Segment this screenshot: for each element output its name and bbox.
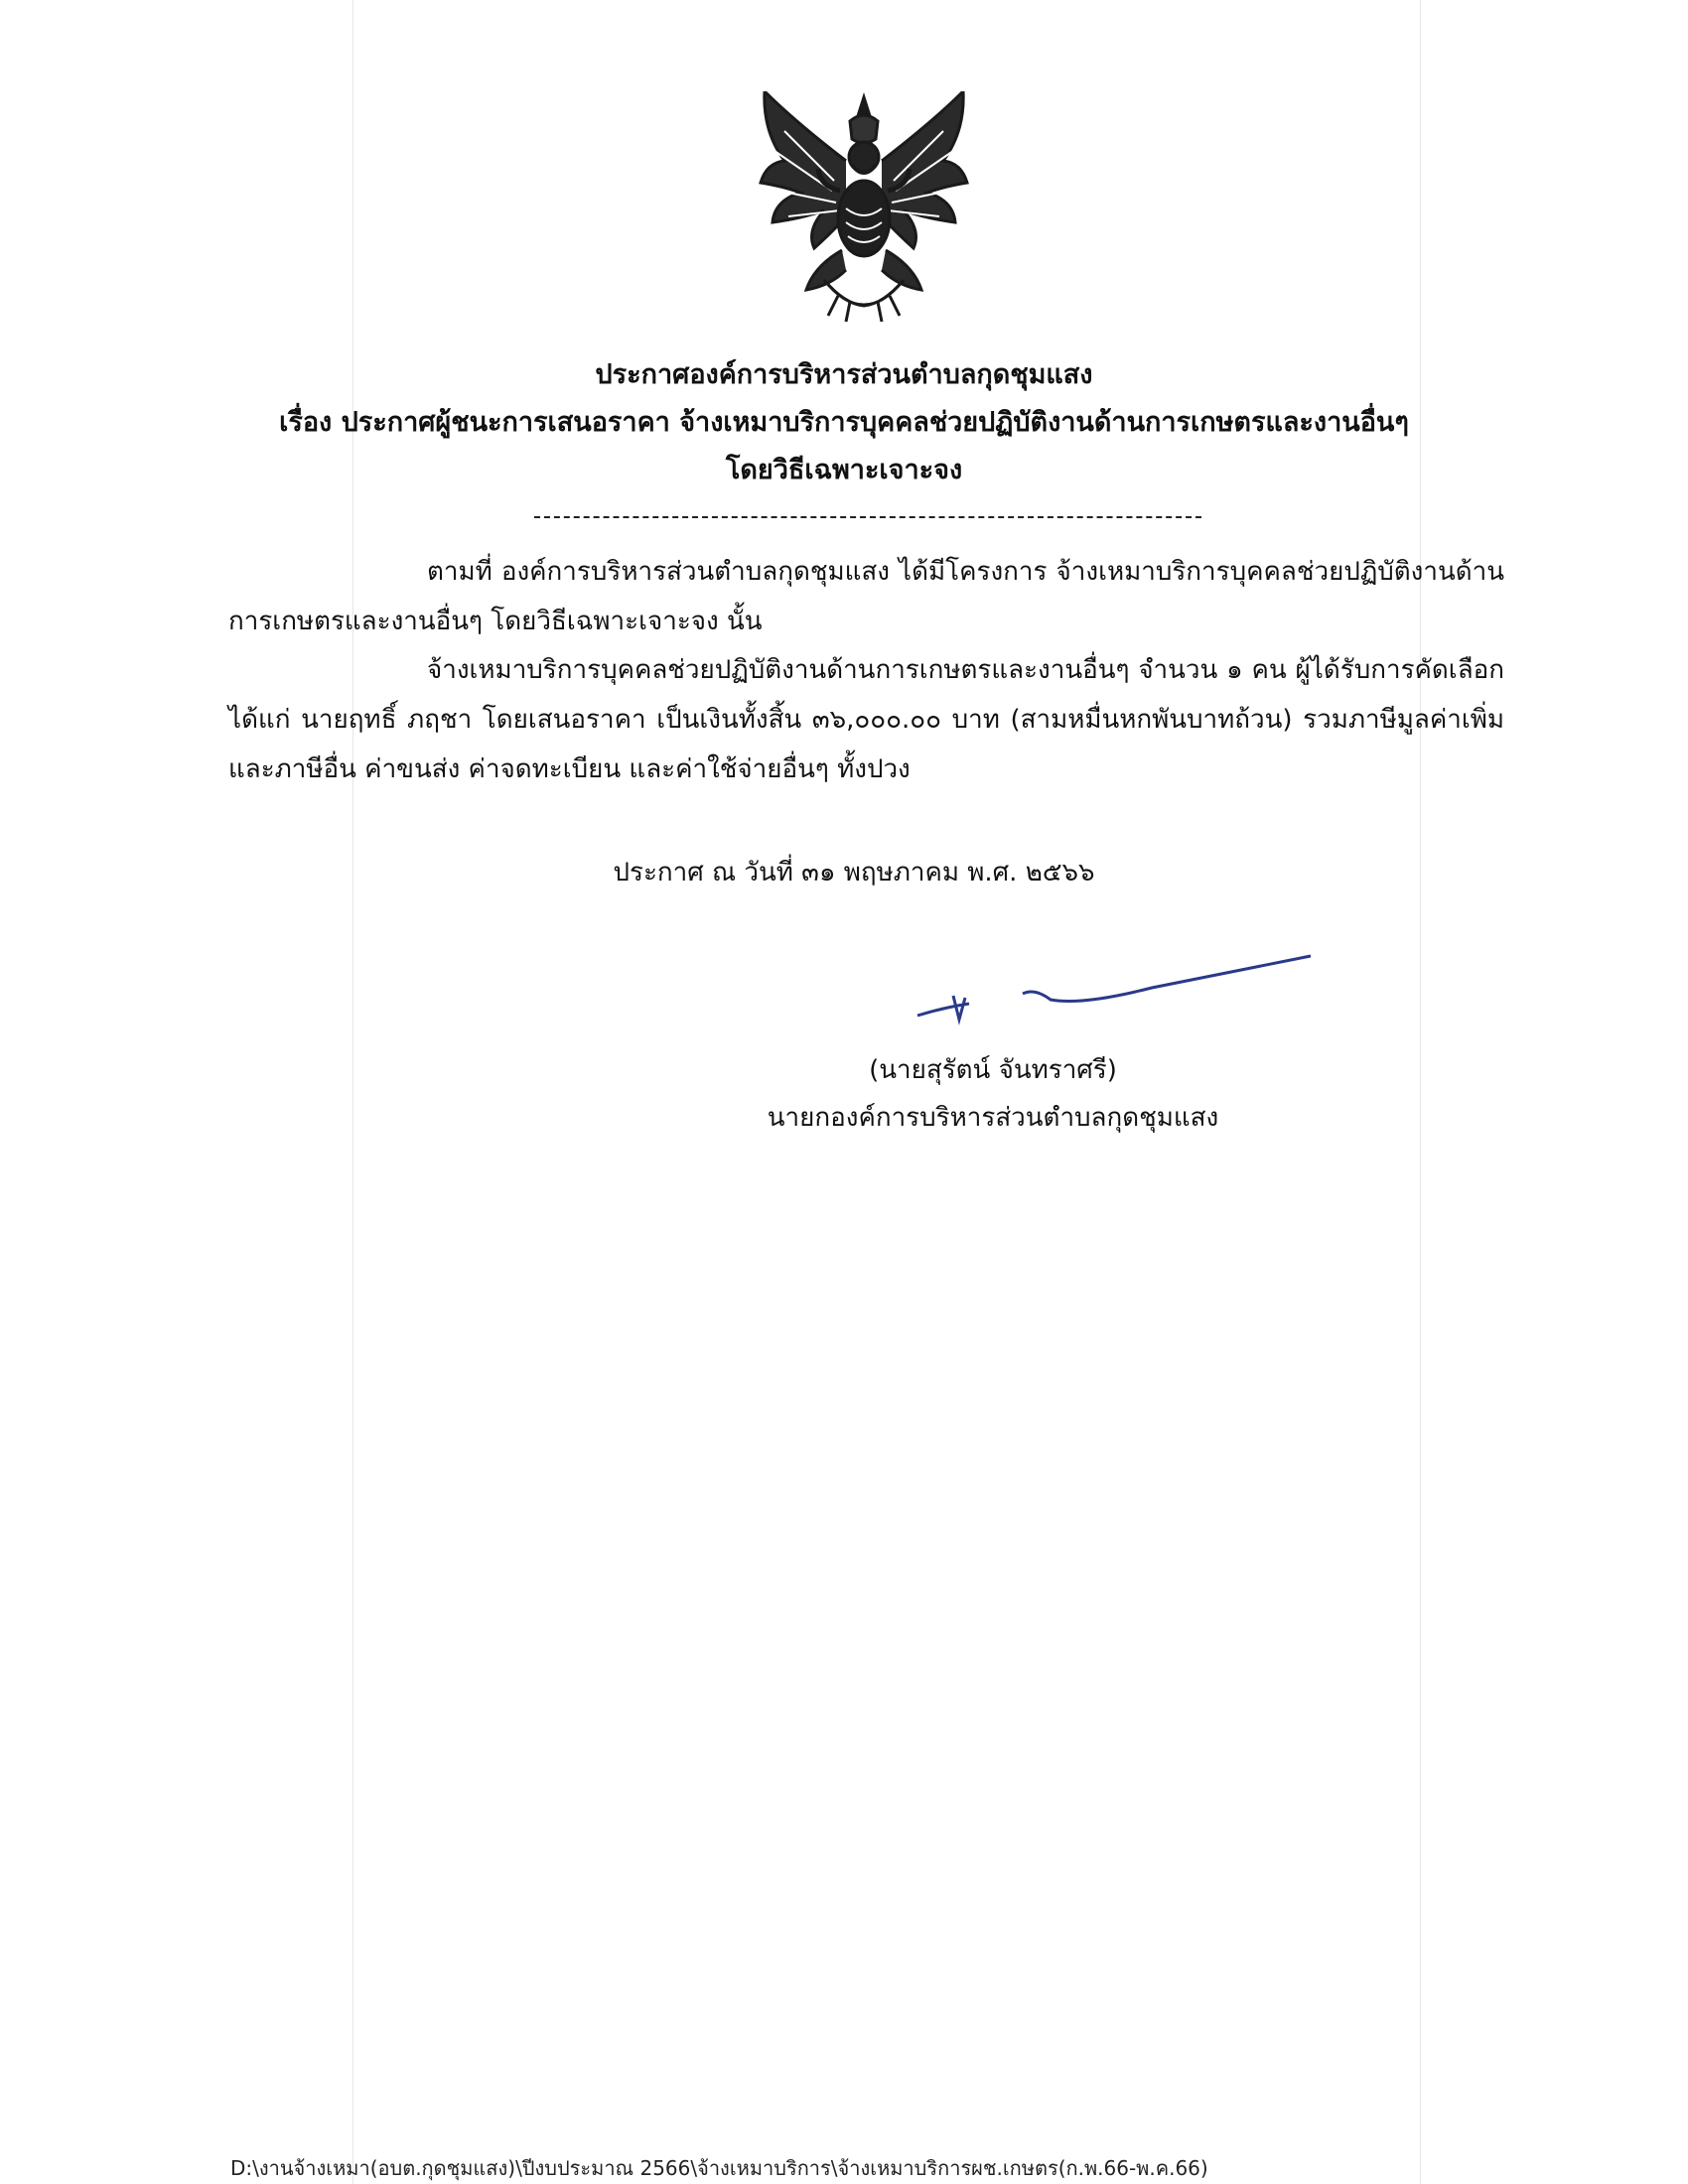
divider-line xyxy=(534,516,1201,518)
announcement-subject: เรื่อง ประกาศผู้ชนะการเสนอราคา จ้างเหมาบริการบุคคลช่วยปฏิบัติงานด้านการเกษตรและงานอื่นๆ xyxy=(279,407,1409,438)
announcement-date: ประกาศ ณ วันที่ ๓๑ พฤษภาคม พ.ศ. ๒๕๖๖ xyxy=(613,858,1095,887)
procurement-method: โดยวิธีเฉพาะเจาะจง xyxy=(725,455,963,485)
signatory-position: นายกองค์การบริหารส่วนตำบลกุดชุมแสง xyxy=(767,1103,1219,1133)
file-path-footer: D:\งานจ้างเหมา(อบต.กุดชุมแสง)\ปีงบประมาณ 2566\จ้างเหมาบริการ\จ้างเหมาบริการผช.เกษตร(ก.พ.66-พ.ค.66) xyxy=(230,2156,1208,2180)
signature-image xyxy=(914,948,1331,1027)
announcement-title: ประกาศองค์การบริหารส่วนตำบลกุดชุมแสง xyxy=(595,359,1093,390)
garuda-emblem-icon xyxy=(755,91,973,330)
scan-line xyxy=(352,0,353,2184)
signatory-name: (นายสุรัตน์ จันทราศรี) xyxy=(869,1055,1117,1085)
scan-line xyxy=(1420,0,1421,2184)
paragraph-winner: จ้างเหมาบริการบุคคลช่วยปฏิบัติงานด้านการเกษตรและงานอื่นๆ จำนวน ๑ คน ผู้ได้รับการคัดเลือก ได้แก่ นายฤทธิ์ ภฤชา โดยเสนอราคา เป็นเงินทั้งสิ้น ๓๖,๐๐๐.๐๐ บาท (สามหมื่นหกพันบาทถ้วน) รวมภาษีมูลค่าเพิ่มและภาษีอื่น ค่าขนส่ง ค่าจดทะเบียน และค่าใช้จ่ายอื่นๆ ทั้งปวง xyxy=(228,655,1504,784)
paragraph-project: ตามที่ องค์การบริหารส่วนตำบลกุดชุมแสง ได้มีโครงการ จ้างเหมาบริการบุคคลช่วยปฏิบัติงานด้านการเกษตรและงานอื่นๆ โดยวิธีเฉพาะเจาะจง นั้น xyxy=(228,557,1504,636)
